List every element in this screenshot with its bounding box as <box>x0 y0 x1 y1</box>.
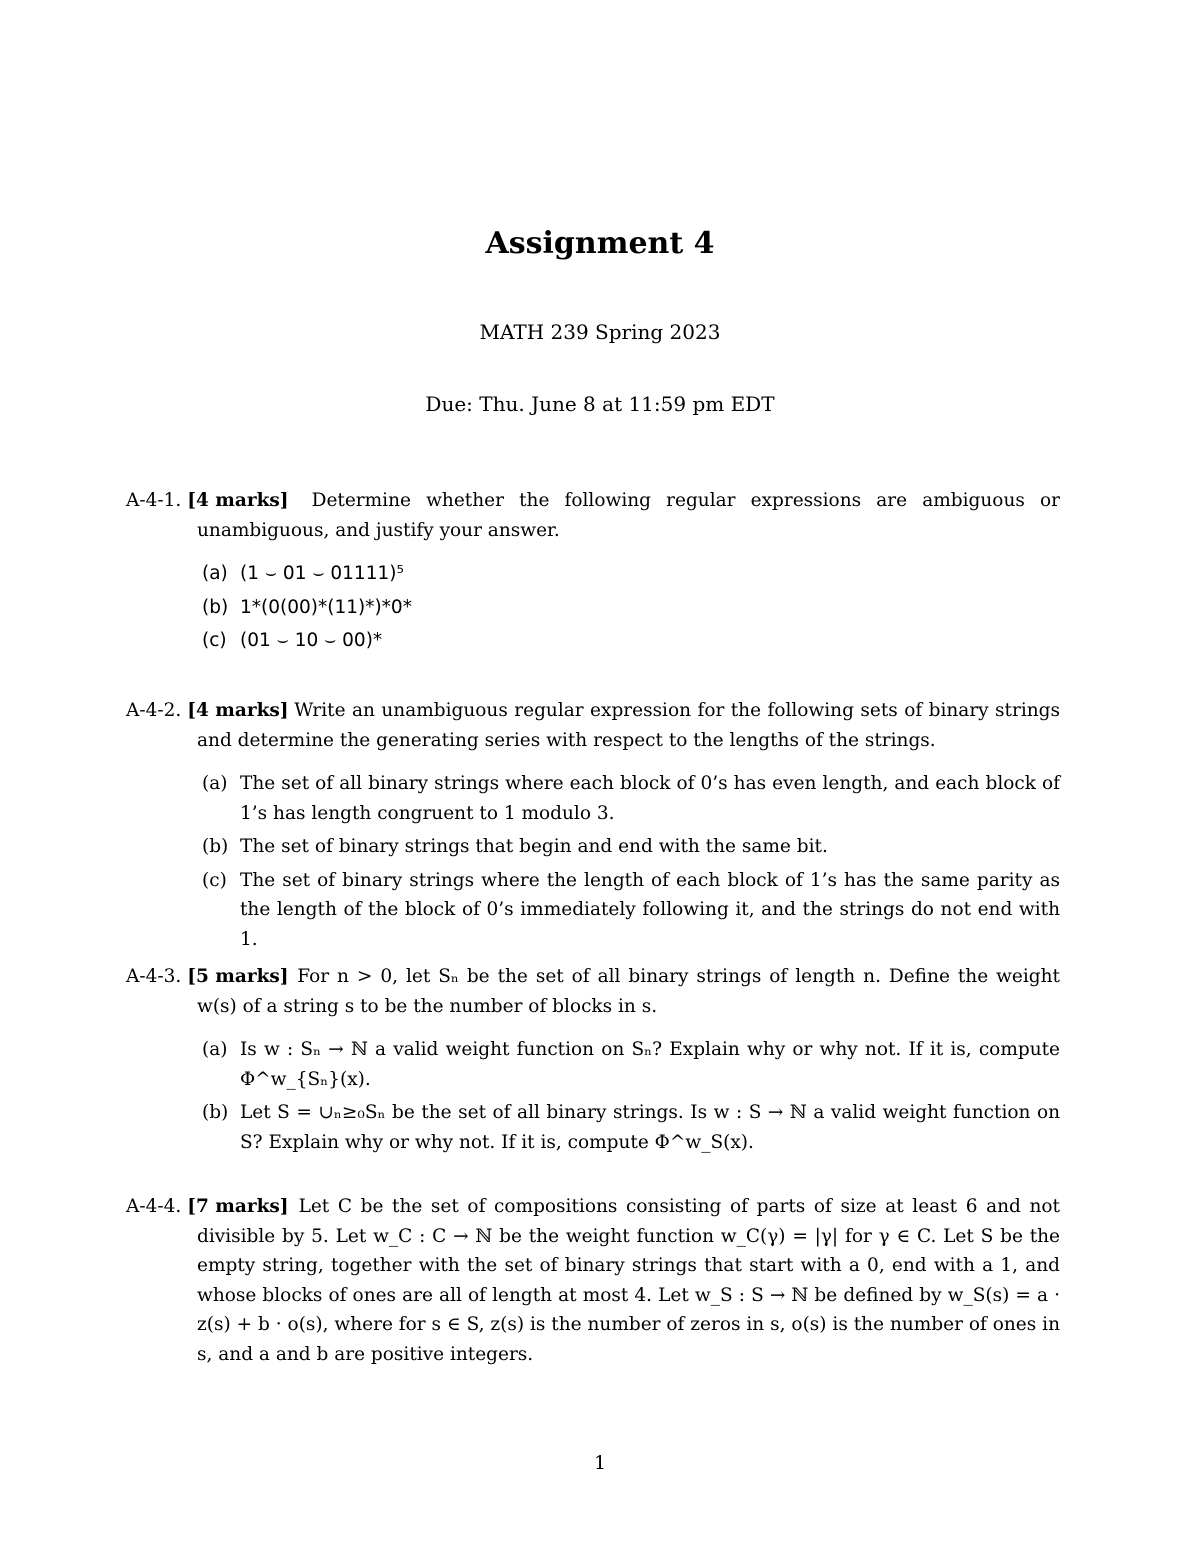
problem-parts <box>126 769 1060 954</box>
problem-label: A-4-1. [4 marks] <box>126 490 289 511</box>
problem-part: (c) (01 ⌣ 10 ⌣ 00)* <box>202 630 383 651</box>
problem-parts <box>126 559 1060 656</box>
page-number: 1 <box>593 1452 607 1474</box>
due-date-line: Due: Thu. June 8 at 11:59 pm EDT <box>425 392 775 416</box>
problem-text: Determine whether the following regular expressions are ambiguous or unambiguous, and justify your answer. <box>197 490 1060 541</box>
problem-marks: [4 marks] <box>187 490 289 511</box>
problem-marks: [7 marks] <box>187 1196 289 1217</box>
problem-a-4-2 <box>126 696 1060 958</box>
problem-a-4-3 <box>126 962 1060 1161</box>
problem-label: A-4-3. [5 marks] <box>126 966 289 987</box>
problem-label: A-4-4. [7 marks] <box>126 1196 289 1217</box>
problem-a-4-4 <box>126 1192 1060 1369</box>
problem-marks: [5 marks] <box>187 966 289 987</box>
problem-label: A-4-2. [4 marks] <box>126 700 289 721</box>
problem-part: (b) Let S = ∪ₙ≥₀Sₙ be the set of all binary strings. Is w : S → ℕ a valid weight function on S? Explain why or why not. If it is, compute Φ^w_S(x). <box>202 1102 1060 1153</box>
problem-part: (c) The set of binary strings where the length of each block of 1’s has the same parity as the length of the block of 0’s immediately following it, and the strings do not end with 1. <box>202 869 1060 950</box>
problem-parts <box>126 1035 1060 1157</box>
problem-marks: [4 marks] <box>187 700 289 721</box>
document-title: Assignment 4 <box>485 226 715 261</box>
problem-part: (a) (1 ⌣ 01 ⌣ 01111)⁵ <box>202 563 404 584</box>
problem-text: For n > 0, let Sₙ be the set of all binary strings of length n. Define the weight w(s) of a string s to be the number of blocks in s. <box>197 966 1060 1017</box>
problem-text: Let C be the set of compositions consisting of parts of size at least 6 and not divisible by 5. Let w_C : C → ℕ be the weight function w_C(γ) = |γ| for γ ∈ C. Let S be the empty string, together with the set of binary strings that start with a 0, end with a 1, and whose blocks of ones are all of length at most 4. Let w_S : S → ℕ be defined by w_S(s) = a · z(s) + b · o(s), where for s ∈ S, z(s) is the number of zeros in s, o(s) is the number of ones in s, and a and b are positive integers. <box>197 1196 1060 1365</box>
problem-a-4-1 <box>126 486 1060 660</box>
problem-part: (a) Is w : Sₙ → ℕ a valid weight function on Sₙ? Explain why or why not. If it is, compute Φ^w_{Sₙ}(x). <box>202 1039 1060 1090</box>
problem-part: (b) 1*(0(00)*(11)*)*0* <box>202 596 412 618</box>
problem-text: Write an unambiguous regular expression for the following sets of binary strings and determine the generating series with respect to the lengths of the strings. <box>197 700 1060 751</box>
problem-part: (a) The set of all binary strings where each block of 0’s has even length, and each block of 1’s has length congruent to 1 modulo 3. <box>202 773 1060 824</box>
course-line: MATH 239 Spring 2023 <box>479 320 721 344</box>
problem-part: (b) The set of binary strings that begin and end with the same bit. <box>202 836 828 857</box>
